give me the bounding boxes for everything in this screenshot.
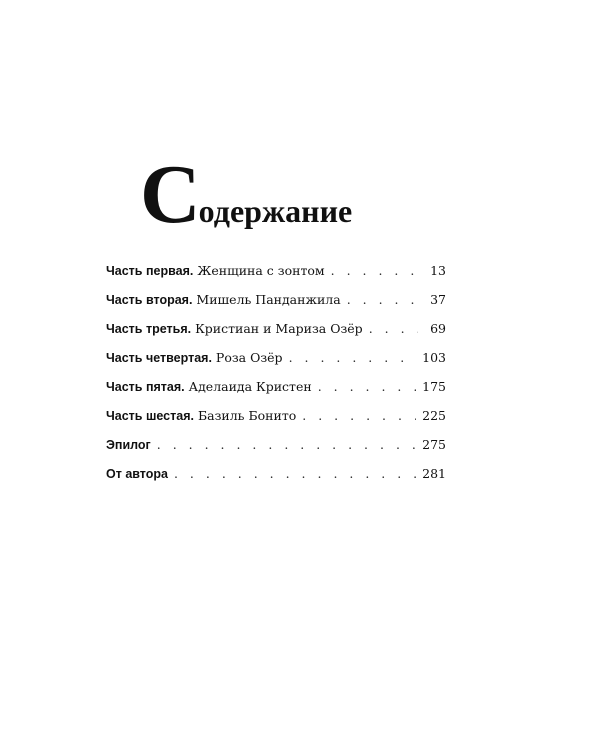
dot-leader [302, 401, 416, 430]
title-rest: одержание [198, 193, 353, 230]
toc-part-name: Женщина с зонтом [197, 263, 325, 278]
toc-page-number: 281 [422, 466, 446, 481]
toc-part-label: Часть четвертая. [106, 351, 212, 365]
toc-part-label: Часть шестая. [106, 409, 194, 423]
toc-part-label: Часть третья. [106, 322, 192, 336]
toc-page-number: 175 [422, 379, 446, 394]
dot-leader [157, 430, 416, 459]
toc-entry-label [106, 459, 168, 489]
toc-entry [106, 285, 446, 314]
toc-part-label: Эпилог [106, 438, 151, 452]
toc-entry-label [106, 430, 151, 460]
toc-part-name: Кристиан и Мариза Озёр [195, 321, 363, 336]
toc-entry-label [106, 314, 363, 344]
dot-leader [174, 459, 416, 488]
toc-page-number: 275 [422, 437, 446, 452]
toc-entry-label [106, 343, 283, 373]
toc-part-name: Роза Озёр [215, 350, 283, 365]
toc-entry [106, 314, 446, 343]
toc-entry [106, 372, 446, 401]
title-initial: С [140, 148, 199, 242]
toc-entry [106, 256, 446, 285]
toc-page-number: 13 [430, 263, 446, 278]
toc-entry [106, 343, 446, 372]
toc-entry [106, 459, 446, 488]
dot-leader [347, 285, 418, 314]
toc-part-label: Часть вторая. [106, 293, 193, 307]
toc-entry-label [106, 401, 296, 431]
toc-part-label: Часть пятая. [106, 380, 185, 394]
toc-part-name: Аделаида Кристен [188, 379, 312, 394]
toc-entry-label [106, 256, 325, 286]
page-title [140, 148, 353, 242]
dot-leader [331, 256, 418, 285]
toc-entry [106, 401, 446, 430]
dot-leader [318, 372, 416, 401]
table-of-contents [106, 256, 446, 488]
dot-leader [289, 343, 417, 372]
toc-page-number: 37 [430, 292, 446, 307]
toc-page-number: 103 [422, 350, 446, 365]
toc-entry-label [106, 285, 341, 315]
toc-entry-label [106, 372, 312, 402]
toc-part-name: Базиль Бонито [197, 408, 297, 423]
toc-entry [106, 430, 446, 459]
toc-page-number: 225 [422, 408, 446, 423]
toc-page-number: 69 [430, 321, 446, 336]
dot-leader [369, 314, 418, 343]
toc-part-name: Мишель Панданжила [196, 292, 341, 307]
toc-part-label: Часть первая. [106, 264, 194, 278]
toc-part-label: От автора [106, 467, 168, 481]
